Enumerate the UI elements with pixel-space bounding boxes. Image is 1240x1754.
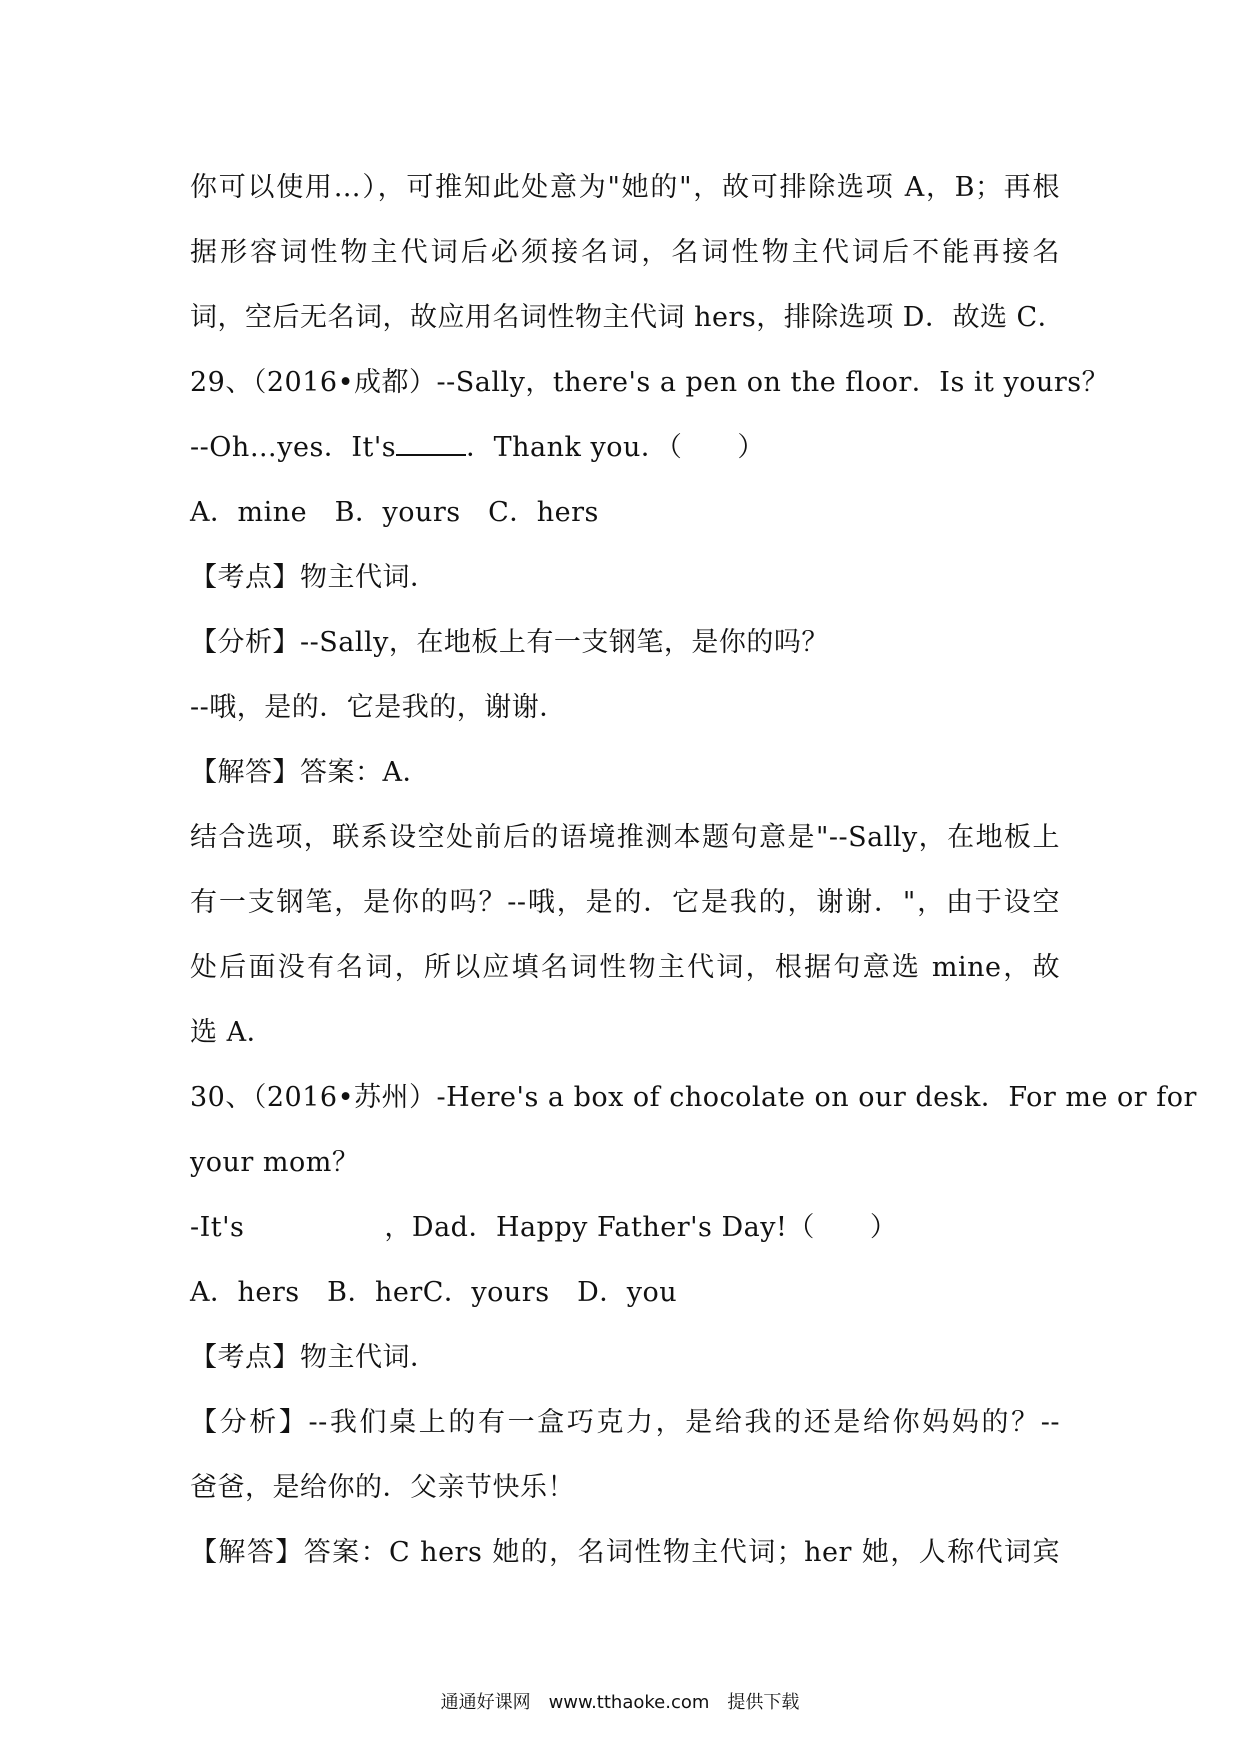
analysis: 【分析】--我们桌上的有一盒巧克力，是给我的还是给你妈妈的？--	[190, 1407, 1060, 1438]
text-line: 词，空后无名词，故应用名词性物主代词 hers，排除选项 D．故选 C．	[190, 302, 1066, 333]
text-line: 爸爸，是给你的．父亲节快乐！	[190, 1472, 575, 1503]
analysis: 【分析】--Sally，在地板上有一支钢笔，是你的吗？	[190, 627, 829, 658]
text-line: 处后面没有名词，所以应填名词性物主代词，根据句意选 mine，故	[190, 952, 1060, 983]
question-30-answer-line	[190, 1195, 1060, 1260]
q29-blank	[396, 432, 466, 456]
q30-text-before: -It's	[190, 1212, 245, 1243]
text-line: 据形容词性物主代词后必须接名词，名词性物主代词后不能再接名	[190, 237, 1060, 268]
text-line: --哦，是的．它是我的，谢谢．	[190, 692, 567, 723]
page-footer: 通通好课网 www.tthaoke.com 提供下载	[440, 1692, 800, 1713]
answer: 【解答】答案：C hers 她的，名词性物主代词；her 她，人称代词宾	[190, 1537, 1060, 1568]
text-line: your mom？	[190, 1147, 360, 1178]
text-line: 你可以使用…），可推知此处意为"她的"，故可排除选项 A，B；再根	[190, 172, 1060, 203]
question-30-options: A．hers B．herC．yours D．you	[190, 1277, 678, 1308]
question-29-options: A．mine B．yours C．hers	[190, 497, 599, 528]
text-line: 结合选项，联系设空处前后的语境推测本题句意是"--Sally，在地板上	[190, 822, 1060, 853]
q29-text-after: ．Thank you．（ ）	[466, 432, 765, 463]
question-30-stem: 30、（2016•苏州）-Here's a box of chocolate on our desk．For me or for	[190, 1082, 1197, 1113]
q30-text-after: ，Dad．Happy Father's Day!（ ）	[384, 1212, 898, 1243]
question-29-answer-line	[190, 415, 1060, 480]
q29-text-before: --Oh…yes．It's	[190, 432, 397, 463]
knowledge-point: 【考点】物主代词．	[190, 562, 438, 593]
question-29-stem: 29、（2016•成都）--Sally，there's a pen on the floor．Is it yours？	[190, 367, 1110, 398]
text-line: 有一支钢笔，是你的吗？--哦，是的．它是我的，谢谢．"，由于设空	[190, 887, 1060, 918]
knowledge-point: 【考点】物主代词．	[190, 1342, 438, 1373]
answer: 【解答】答案：A．	[190, 757, 430, 788]
text-line: 选 A．	[190, 1017, 275, 1048]
document-body	[190, 155, 1197, 1585]
